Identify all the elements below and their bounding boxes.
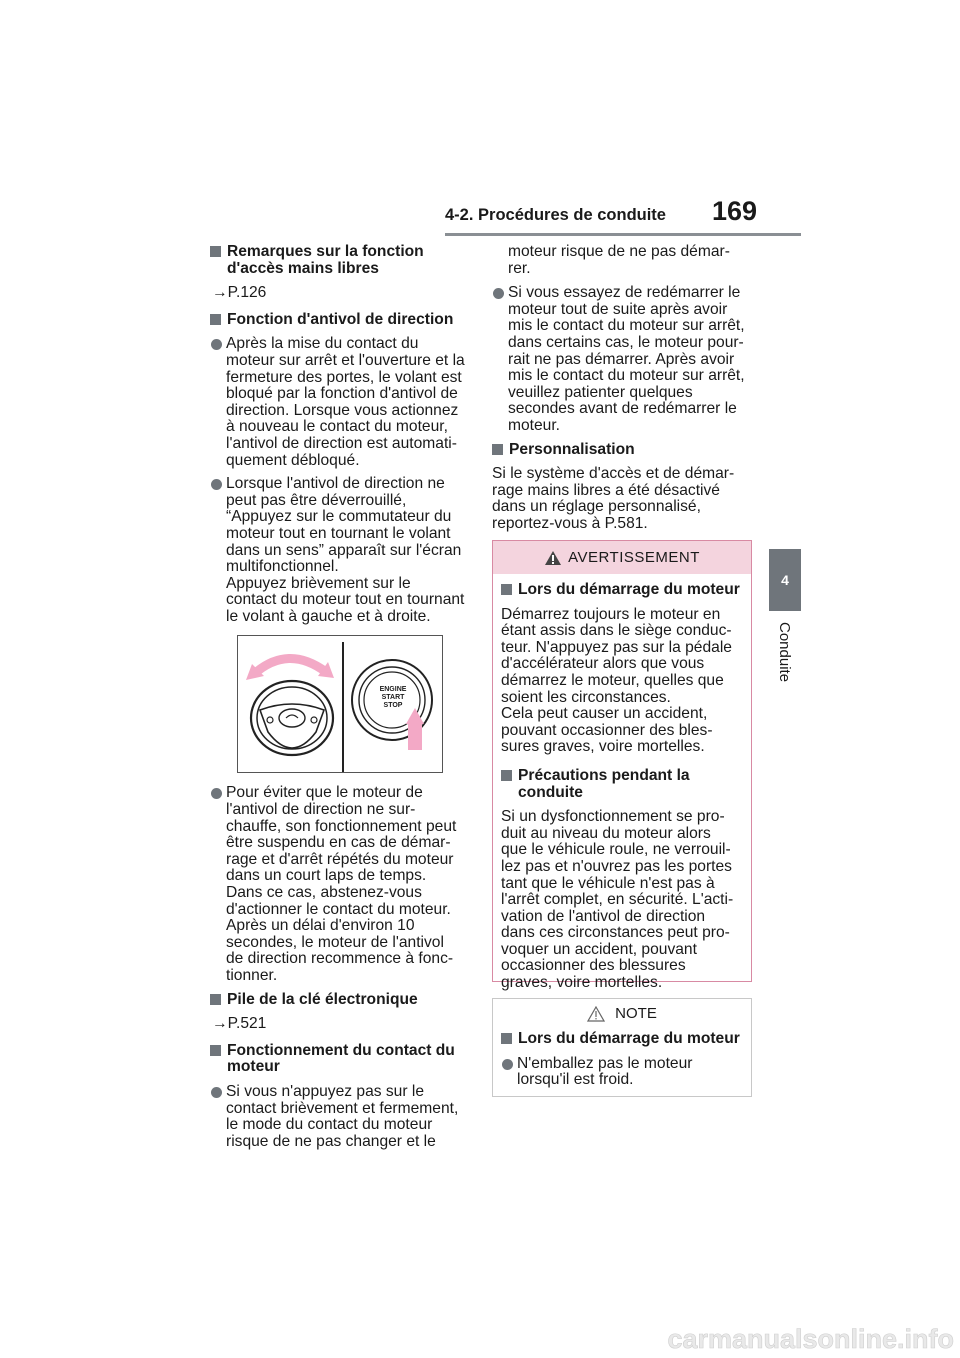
bullet-text: Après la mise du contact du moteur sur arrêt et l'ouverture et la fermeture des portes, le volant est bloqué par la fonction d'antivol de direction. Lorsque vous actionnez à nouveau le contact du moteur, l'antivol de direction est automati- quement débloqué. bbox=[226, 335, 465, 469]
bullet-text: Si vous n'appuyez pas sur le contact brièvement et fermement, le mode du contact du moteur risque de ne pas changer et le bbox=[226, 1082, 459, 1150]
square-bullet-icon bbox=[492, 444, 503, 455]
square-bullet-icon bbox=[210, 246, 221, 257]
round-bullet-icon bbox=[211, 788, 222, 799]
paragraph: Si le système d'accès et de démar- rage mains libres a été désactivé dans un réglage personnalisé, reportez-vous à P.581. bbox=[492, 465, 735, 532]
divider bbox=[342, 642, 344, 772]
bullet-text: Si vous essayez de redémarrer le moteur tout de suite après avoir mis le contact du moteur sur arrêt, dans certains cas, le moteur pour- rait ne pas démarrer. Après avoir mis le contact du moteur sur arrêt, veuillez patienter quelques secondes avant de redémarrer le moteur. bbox=[508, 284, 745, 434]
header-section-title: 4-2. Procédures de conduite bbox=[445, 206, 666, 224]
note-header bbox=[493, 999, 751, 1029]
engine-start-stop-label bbox=[374, 686, 412, 710]
header-rule bbox=[445, 233, 801, 236]
square-bullet-icon bbox=[501, 770, 512, 781]
heading-steering-lock bbox=[210, 312, 468, 329]
bullet-item bbox=[501, 1056, 743, 1089]
page-number: 169 bbox=[712, 196, 758, 226]
page-reference[interactable]: →P.521 bbox=[212, 1015, 267, 1033]
square-bullet-icon bbox=[501, 584, 512, 595]
button-text-start: START bbox=[381, 694, 405, 702]
heading-text: Lors du démarrage du moteur bbox=[518, 1030, 740, 1047]
round-bullet-icon bbox=[502, 1059, 513, 1070]
right-column bbox=[492, 244, 752, 541]
button-text-engine: ENGINE bbox=[379, 686, 407, 694]
square-bullet-icon bbox=[210, 994, 221, 1005]
heading-text: Précautions pendant la conduite bbox=[518, 766, 690, 801]
caution-triangle-icon bbox=[587, 1006, 605, 1022]
heading-text: Fonctionnement du contact du moteur bbox=[227, 1041, 455, 1076]
continued-text: moteur risque de ne pas démar- rer. bbox=[508, 243, 730, 277]
heading-key-battery bbox=[210, 992, 468, 1009]
round-bullet-icon bbox=[211, 479, 222, 490]
page-reference[interactable]: →P.126 bbox=[212, 284, 267, 302]
heading-engine-switch bbox=[210, 1043, 468, 1076]
warning-title: AVERTISSEMENT bbox=[568, 549, 700, 566]
heading-driving-precautions bbox=[501, 768, 743, 801]
button-text-stop: STOP bbox=[383, 702, 403, 710]
heading-engine-start-note bbox=[501, 1031, 743, 1048]
square-bullet-icon bbox=[210, 314, 221, 325]
note-box bbox=[492, 998, 752, 1097]
warning-box bbox=[492, 540, 752, 992]
bullet-text: Lorsque l'antivol de direction ne peut pas être déverrouillé, “Appuyez sur le commutateur du moteur tout en tournant le volant dans un sens” apparaît sur l'écran multifonctionnel. Appuyez brièvement sur le contact du moteur tout en tournant le volant à gauche et à droite. bbox=[226, 475, 465, 625]
heading-text: Fonction d'antivol de direction bbox=[227, 310, 454, 328]
watermark-text: carmanualsonline.info bbox=[667, 1324, 954, 1354]
bullet-text: N'emballez pas le moteur lorsqu'il est froid. bbox=[517, 1054, 693, 1089]
bullet-item bbox=[210, 1084, 468, 1150]
bullet-text: Pour éviter que le moteur de l'antivol de direction ne sur- chauffe, son fonctionnement peut être suspendu en cas de démar- rage et d'arrêt répétés du moteur dans un court laps de temps. Dans ce cas, abstenez-vous d'actionner le contact du moteur. Après un délai d'environ 10 secondes, le moteur de l'antivol de direction recommence à fonc- tionner. bbox=[226, 784, 457, 984]
heading-text: Lors du démarrage du moteur bbox=[518, 581, 740, 598]
bullet-item bbox=[492, 285, 752, 434]
chapter-tab: 4 bbox=[769, 549, 801, 611]
heading-text: Remarques sur la fonction d'accès mains libres bbox=[227, 243, 424, 277]
left-column bbox=[210, 244, 468, 1157]
steering-start-illustration bbox=[237, 635, 443, 773]
chapter-label-text: Conduite bbox=[776, 622, 793, 683]
round-bullet-icon bbox=[211, 339, 222, 350]
round-bullet-icon bbox=[493, 288, 504, 299]
heading-hands-free-notes bbox=[210, 244, 468, 277]
heading-engine-start bbox=[501, 582, 743, 599]
square-bullet-icon bbox=[501, 1033, 512, 1044]
paragraph: Démarrez toujours le moteur en étant assis dans le siège conduc- teur. N'appuyez pas sur la pédale d'accélérateur alors que vous démarrez le moteur, quelles que soient les circonstances. Cela peut causer un accident, pouvant occasionner des bles- sures graves, voire mortelles. bbox=[501, 605, 732, 756]
watermark-logo bbox=[530, 1322, 958, 1356]
warning-header bbox=[493, 541, 751, 574]
round-bullet-icon bbox=[211, 1087, 222, 1098]
heading-customization bbox=[492, 442, 752, 459]
note-title: NOTE bbox=[615, 1005, 657, 1022]
square-bullet-icon bbox=[210, 1045, 221, 1056]
warning-triangle-icon bbox=[544, 550, 562, 566]
paragraph: Si un dysfonctionnement se pro- duit au niveau du moteur alors que le véhicule roule, ne verrouil- lez pas et n'ouvrez pas les portes tant que le véhicule n'est pas à l'arrêt complet, en sécurité. L'acti- vation de l'antivol de direction dans ces circonstances peut pro- voquer un accident, pouvant occasionner des blessures graves, voire mortelles. bbox=[501, 808, 734, 992]
chapter-label bbox=[768, 622, 802, 712]
heading-text: Pile de la clé électronique bbox=[227, 990, 418, 1008]
bullet-item bbox=[210, 476, 468, 625]
bullet-item bbox=[210, 336, 468, 469]
heading-text: Personnalisation bbox=[509, 440, 635, 458]
bullet-item bbox=[210, 785, 468, 984]
